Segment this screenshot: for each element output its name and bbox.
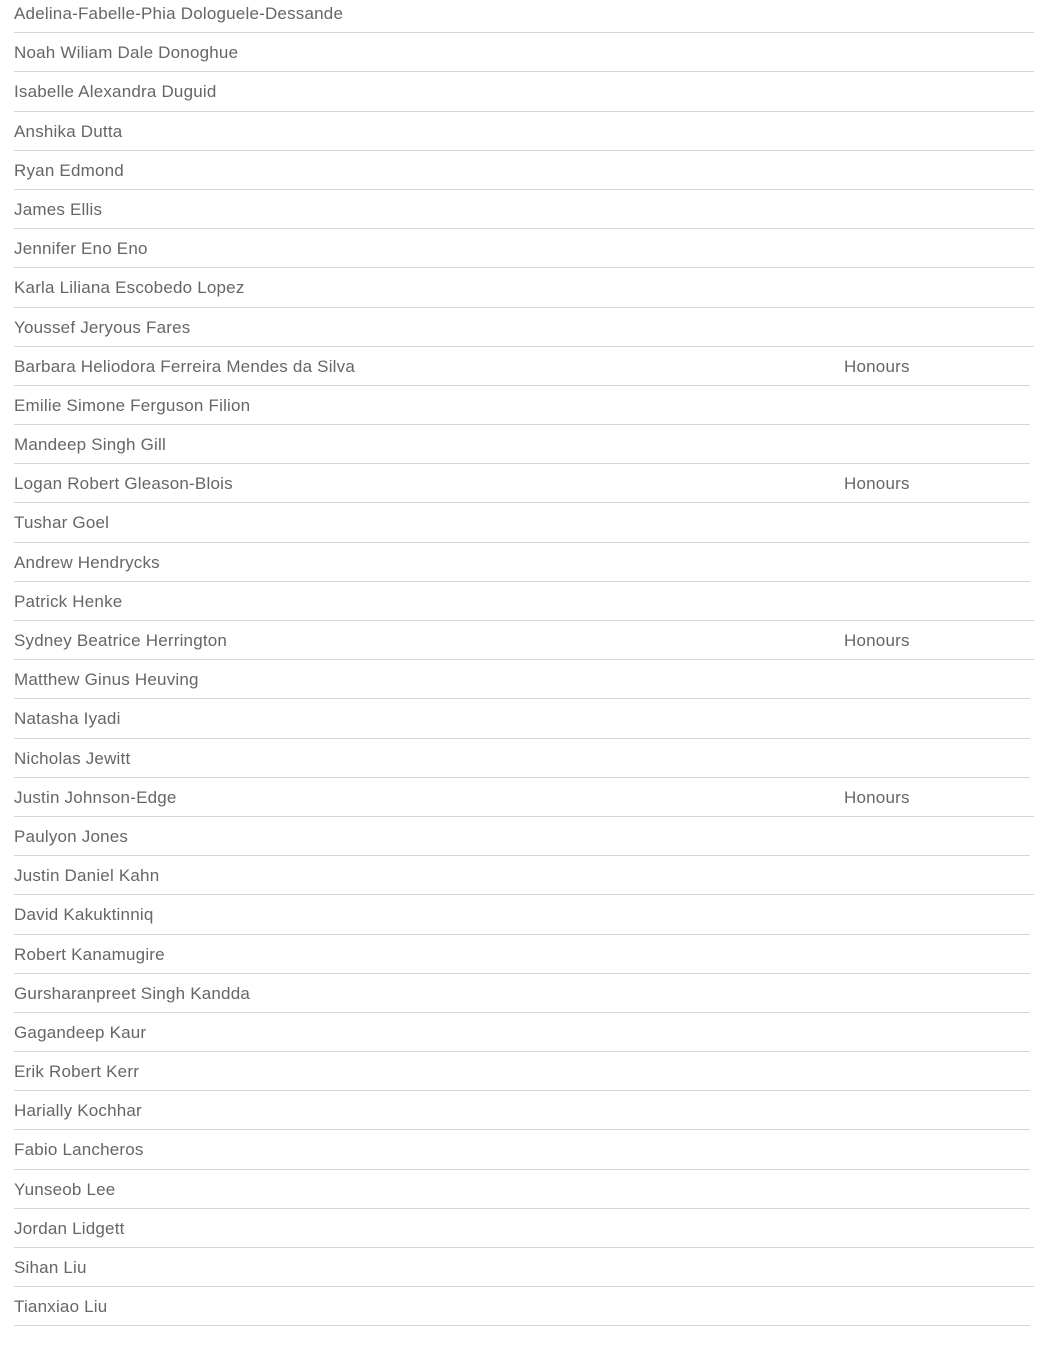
- graduate-row: [14, 543, 1030, 582]
- graduate-list: [14, 0, 1030, 1326]
- graduate-row: [14, 1287, 1030, 1326]
- graduate-name: Patrick Henke: [14, 591, 123, 611]
- graduate-name: Tianxiao Liu: [14, 1297, 108, 1317]
- graduate-name: Jordan Lidgett: [14, 1218, 125, 1238]
- graduate-row: [14, 935, 1030, 974]
- graduate-name: Andrew Hendrycks: [14, 552, 160, 572]
- graduate-row: [14, 1013, 1030, 1052]
- graduate-row: [14, 1052, 1030, 1091]
- graduate-row: [14, 347, 1030, 386]
- graduate-name: Matthew Ginus Heuving: [14, 670, 199, 690]
- graduate-row: [14, 621, 1034, 660]
- graduate-row: [14, 112, 1034, 151]
- graduate-row: [14, 190, 1034, 229]
- graduate-name: Youssef Jeryous Fares: [14, 317, 191, 337]
- graduate-name: Karla Liliana Escobedo Lopez: [14, 278, 245, 298]
- graduate-row: [14, 895, 1030, 934]
- graduate-distinction: Honours: [844, 631, 910, 650]
- graduate-name: Emilie Simone Ferguson Filion: [14, 395, 251, 415]
- graduate-row: [14, 229, 1034, 268]
- graduate-row: [14, 33, 1034, 72]
- graduate-row: [14, 1130, 1030, 1169]
- graduate-name: Gagandeep Kaur: [14, 1022, 147, 1042]
- graduate-name: Robert Kanamugire: [14, 944, 165, 964]
- graduate-row: [14, 1248, 1034, 1287]
- graduate-name: Sihan Liu: [14, 1258, 87, 1277]
- graduate-name: Sydney Beatrice Herrington: [14, 631, 228, 650]
- graduate-name: Tushar Goel: [14, 513, 110, 533]
- graduate-row: [14, 503, 1030, 542]
- graduate-row: [14, 1091, 1030, 1130]
- graduate-name: Barbara Heliodora Ferreira Mendes da Silva: [14, 356, 356, 376]
- graduate-name: Anshika Dutta: [14, 121, 123, 141]
- graduate-name: Harially Kochhar: [14, 1101, 142, 1121]
- graduate-row: [14, 386, 1030, 425]
- graduate-row: [14, 974, 1030, 1013]
- graduate-name: Isabelle Alexandra Duguid: [14, 82, 217, 102]
- graduate-row: [14, 72, 1034, 111]
- graduate-name: Adelina-Fabelle-Phia Dologuele-Dessande: [14, 4, 344, 23]
- graduate-name: Mandeep Singh Gill: [14, 435, 166, 455]
- graduate-row: [14, 582, 1034, 621]
- graduate-name: Ryan Edmond: [14, 160, 124, 180]
- graduate-row: [14, 464, 1030, 503]
- graduate-name: Jennifer Eno Eno: [14, 239, 148, 259]
- graduate-row: [14, 1170, 1030, 1209]
- graduate-name: David Kakuktinniq: [14, 905, 154, 925]
- graduate-row: [14, 0, 1034, 33]
- graduate-name: Erik Robert Kerr: [14, 1062, 140, 1082]
- graduate-name: Noah Wiliam Dale Donoghue: [14, 43, 239, 63]
- graduate-name: Natasha Iyadi: [14, 709, 121, 729]
- graduate-row: [14, 817, 1030, 856]
- graduate-name: Nicholas Jewitt: [14, 748, 131, 768]
- graduate-name: Yunseob Lee: [14, 1179, 116, 1199]
- graduate-name: Paulyon Jones: [14, 826, 129, 846]
- graduate-row: [14, 151, 1034, 190]
- graduate-name: Justin Johnson-Edge: [14, 787, 177, 807]
- graduate-row: [14, 1209, 1034, 1248]
- graduate-name: Gursharanpreet Singh Kandda: [14, 983, 251, 1003]
- graduate-row: [14, 739, 1030, 778]
- graduate-distinction: Honours: [844, 356, 910, 376]
- graduate-name: Logan Robert Gleason-Blois: [14, 474, 233, 494]
- graduate-row: [14, 778, 1034, 817]
- graduate-name: Justin Daniel Kahn: [14, 866, 160, 886]
- graduate-name: James Ellis: [14, 199, 103, 219]
- graduate-row: [14, 660, 1030, 699]
- graduate-distinction: Honours: [844, 474, 910, 494]
- graduate-row: [14, 699, 1030, 738]
- graduate-row: [14, 308, 1034, 347]
- graduate-row: [14, 856, 1034, 895]
- graduate-row: [14, 268, 1034, 307]
- graduate-row: [14, 425, 1030, 464]
- graduate-distinction: Honours: [844, 787, 910, 807]
- graduate-name: Fabio Lancheros: [14, 1140, 144, 1160]
